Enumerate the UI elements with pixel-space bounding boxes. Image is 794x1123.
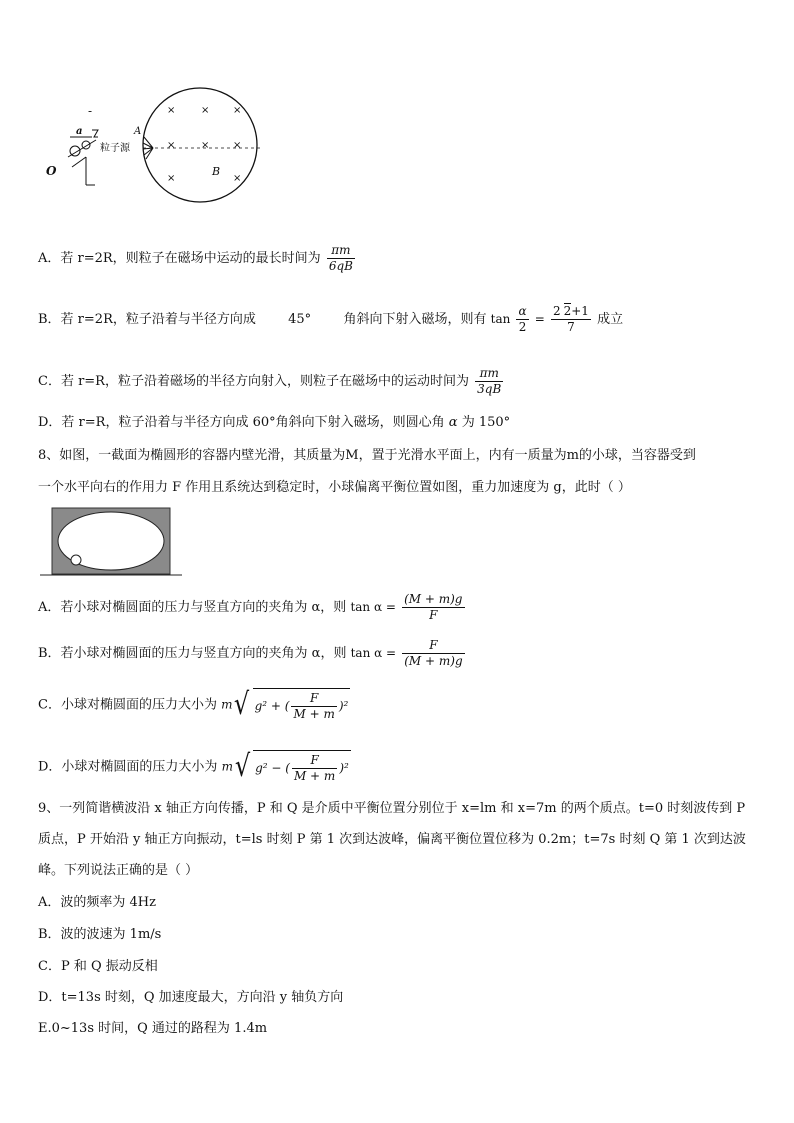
field-cross: × <box>201 105 210 116</box>
q9-option-d: D．t=13s 时刻，Q 加速度最大，方向沿 y 轴负方向 <box>38 990 344 1005</box>
q8-option-a <box>38 592 467 623</box>
q8-d-num: F <box>292 753 337 769</box>
q9-option-a: A．波的频率为 4Hz <box>38 895 156 910</box>
q7-option-d <box>38 413 510 433</box>
q7-c-text: C．若 r=R，粒子沿着磁场的半径方向射入，则粒子在磁场中的运动时间为 <box>38 374 469 389</box>
q7-b-alpha-fraction <box>516 304 528 335</box>
source-label: 粒子源 <box>100 143 130 154</box>
q7-option-a <box>38 243 357 274</box>
q8-c-g2: g² + ( <box>254 699 290 713</box>
q8-a-lhs: tan α = <box>350 600 396 614</box>
q7-a-num: πm <box>327 243 355 259</box>
q7-option-c <box>38 366 505 397</box>
q8-d-text: D．小球对椭圆面的压力大小为 <box>38 759 218 775</box>
magnetic-field-figure <box>40 85 280 215</box>
q8-c-m: m <box>221 697 233 712</box>
q7-b-eq: = <box>534 312 545 326</box>
q8-b-num: F <box>402 638 464 654</box>
q8-c-text: C．小球对椭圆面的压力大小为 <box>38 697 217 713</box>
q7-b-text: B．若 r=2R，粒子沿着与半径方向成 <box>38 312 256 327</box>
q8-d-close: )² <box>339 761 349 775</box>
q7-b-tan: tan <box>490 312 511 326</box>
q8-c-den: M + m <box>293 707 335 721</box>
field-cross: × <box>167 105 176 116</box>
q8-a-den: F <box>429 608 438 622</box>
q8-d-den: M + m <box>293 769 336 783</box>
field-cross: × <box>167 140 176 151</box>
q7-a-text: A．若 r=2R，则粒子在磁场中运动的最长时间为 <box>38 251 321 266</box>
label-O: O <box>46 164 57 178</box>
q9-option-c: C．P 和 Q 振动反相 <box>38 959 158 974</box>
q7-b-angle: 45° <box>288 312 312 327</box>
q8-option-d: D．小球对椭圆面的压力大小为 m√ g² − ( $\frac{F}{M + m}$ )² <box>38 749 349 784</box>
q7-b-num-a: 2 <box>552 304 561 318</box>
q8-b-text: B．若小球对椭圆面的压力与竖直方向的夹角为 α，则 <box>38 646 347 661</box>
q8-option-c: C．小球对椭圆面的压力大小为 m√ g² + ( $\frac{F}{M + m}$ )² <box>38 687 349 722</box>
q7-a-fraction <box>327 243 355 274</box>
q8-d-g2: g² − ( <box>255 761 290 775</box>
label-B: B <box>212 165 221 178</box>
q9-option-e: E.0~13s 时间，Q 通过的路程为 1.4m <box>38 1021 268 1036</box>
q7-b-suffix: 成立 <box>597 312 624 327</box>
q9-option-b: B．波的波速为 1m/s <box>38 927 162 942</box>
q7-b-num-sqrt: 2 <box>563 304 572 318</box>
q9-stem-line-1: 9、一列简谐横波沿 x 轴正方向传播，P 和 Q 是介质中平衡位置分别位于 x=lm 和 x=7m 的两个质点。t=0 时刻波传到 P <box>38 801 746 816</box>
q7-b-value-fraction <box>551 304 591 335</box>
q7-c-fraction <box>475 366 503 397</box>
q7-b-mid: 角斜向下射入磁场，则有 <box>343 312 487 327</box>
q7-c-den: 3qB <box>477 382 502 396</box>
q7-d-suffix: 为 150° <box>461 415 511 430</box>
field-cross: × <box>233 105 242 116</box>
q7-option-b <box>38 304 623 335</box>
q7-d-alpha: α <box>448 415 458 430</box>
q8-c-radicand <box>253 688 351 722</box>
q7-b-num-b: +1 <box>571 304 589 318</box>
q8-d-radicand <box>253 750 351 784</box>
q8-c-num: F <box>291 691 336 707</box>
q8-b-lhs: tan α = <box>350 646 397 660</box>
q7-b-two: 2 <box>518 320 527 334</box>
q8-a-fraction <box>402 592 464 623</box>
field-cross: × <box>167 173 176 184</box>
q8-a-num: (M + m)g <box>404 592 463 606</box>
ellipse-container-figure <box>40 505 185 580</box>
label-a: a <box>76 126 83 137</box>
q8-a-text: A．若小球对椭圆面的压力与竖直方向的夹角为 α，则 <box>38 600 347 615</box>
q8-stem-line-1: 8、如图，一截面为椭圆形的容器内壁光滑，其质量为M，置于光滑水平面上，内有一质量为m的小球，当容器受到 <box>38 448 696 463</box>
label-A: A <box>134 126 142 137</box>
q7-a-den: 6qB <box>328 259 353 273</box>
q7-b-alpha: α <box>518 304 527 318</box>
field-cross: × <box>233 173 242 184</box>
q7-b-value-num <box>551 304 591 320</box>
q8-d-m: m <box>221 759 233 774</box>
small-ball <box>71 555 81 565</box>
q7-b-value-den: 7 <box>567 320 575 334</box>
field-cross: × <box>201 140 210 151</box>
q9-stem-line-3: 峰。下列说法正确的是（ ） <box>38 863 199 878</box>
field-cross: × <box>233 140 242 151</box>
q8-c-close: )² <box>338 699 349 713</box>
q8-b-den: (M + m)g <box>404 654 463 668</box>
q8-option-b <box>38 638 467 669</box>
q7-c-num: πm <box>475 366 503 382</box>
q7-d-text: D．若 r=R，粒子沿着与半径方向成 60°角斜向下射入磁场，则圆心角 <box>38 415 445 430</box>
q9-stem-line-2: 质点，P 开始沿 y 轴正方向振动，t=ls 时刻 P 第 1 次到达波峰，偏离平衡位置位移为 0.2m；t=7s 时刻 Q 第 1 次到达波 <box>38 832 746 847</box>
q8-stem-line-2: 一个水平向右的作用力 F 作用且系统达到稳定时，小球偏离平衡位置如图，重力加速度为 g，此时（ ） <box>38 480 631 495</box>
minus-sign: - <box>88 104 93 118</box>
q8-b-fraction <box>402 638 464 669</box>
